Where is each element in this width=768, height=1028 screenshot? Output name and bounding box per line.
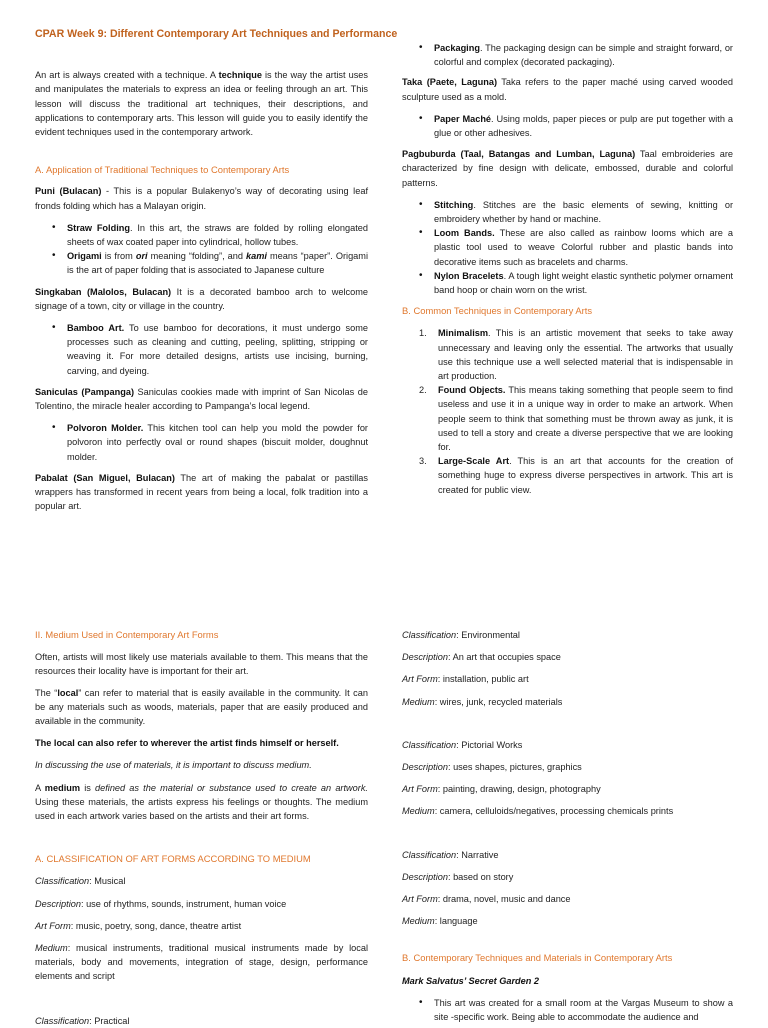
origami-item: • Origami is from ori meaning “folding”, and kami means “paper”. Origami is the art of paper folding that is associated to Japanese culture	[35, 249, 368, 277]
pagbuburda-paragraph: Pagbuburda (Taal, Batangas and Lumban, Laguna) Taal embroideries are characterized by fine design with delicate, embossed, durable and colorful patterns.	[402, 149, 734, 188]
technique-item: 2. Found Objects. This means taking something that people seem to find useless and use it in a unique way in order to make an artwork. When people seem to think that something must be thrown away as junk, it is used to tell a story and create a diverse perspective that we are looking for.	[419, 385, 733, 453]
musical-classification: Classification: Musical	[35, 876, 126, 887]
technique-item: 3. Large-Scale Art. This is an art that accounts for the creation of something huge to express diverse perspectives in artwork. This art is created for public view.	[419, 456, 733, 495]
musical-medium: Medium: musical instruments, traditional musical instruments made by local materials, body and movements, integration of stage, design, performance elements and script	[35, 943, 368, 982]
section-b2-heading: B. Contemporary Techniques and Materials in Contemporary Arts	[402, 952, 673, 964]
medium-paragraph-4: In discussing the use of materials, it is important to discuss medium.	[35, 760, 312, 771]
narrative-art-form: Art Form: drama, novel, music and dance	[402, 894, 571, 905]
narrative-classification: Classification: Narrative	[402, 849, 499, 860]
environmental-description: Description: An art that occupies space	[402, 652, 561, 663]
polvoron-molder-item: • Polvoron Molder. This kitchen tool can help you mold the powder for polvoron into perfectly oval or round shapes (biscuit molder, doughnut molder.	[35, 421, 368, 464]
artwork-title: Mark Salvatus’ Secret Garden 2	[402, 975, 540, 986]
section-b-heading: B. Common Techniques in Contemporary Arts	[402, 305, 593, 317]
section-a-heading: A. Application of Traditional Techniques to Contemporary Arts	[35, 164, 290, 176]
singkaban-paragraph: Singkaban (Malolos, Bulacan) It is a decorated bamboo arch to welcome signage of a town, city or village in the country.	[35, 286, 368, 311]
packaging-item: • Packaging. The packaging design can be simple and straight forward, or colorful and complex (decorated packaging).	[402, 41, 733, 69]
practical-classification: Classification: Practical	[35, 1015, 130, 1026]
pictorial-description: Description: uses shapes, pictures, graphics	[402, 762, 582, 773]
intro-paragraph: An art is always created with a technique. A technique is the way the artist uses and manipulates the materials to express an idea or feeling through an art. This lesson will discuss the traditional art techniques, their descriptions, and applications to contemporary arts. This lesson will guide you to easily identify the evident techniques used in the contemporary artwork.	[35, 70, 368, 138]
puni-paragraph: Puni (Bulacan) - This is a popular Bulakenyo’s way of decorating using leaf fronds folding which has a Malayan origin.	[35, 186, 369, 211]
pictorial-art-form: Art Form: painting, drawing, design, photography	[402, 784, 601, 795]
musical-art-form: Art Form: music, poetry, song, dance, theatre artist	[35, 920, 242, 931]
narrative-medium: Medium: language	[402, 916, 478, 927]
stitching-item: • Stitching. Stitches are the basic elements of sewing, knitting or embroidery whether by hand or machine.	[402, 198, 733, 226]
medium-paragraph-1: Often, artists will most likely use materials available to them. This means that the resources their locality have is important for their art.	[35, 652, 368, 677]
classification-heading: A. CLASSIFICATION OF ART FORMS ACCORDING TO MEDIUM	[35, 853, 311, 865]
taka-paragraph: Taka (Paete, Laguna) Taka refers to the paper maché using carved wooded sculpture used as a mold.	[402, 77, 733, 102]
pictorial-classification: Classification: Pictorial Works	[402, 739, 523, 750]
medium-heading: II. Medium Used in Contemporary Art Forms	[35, 629, 219, 640]
environmental-classification: Classification: Environmental	[402, 630, 520, 640]
environmental-art-form: Art Form: installation, public art	[402, 674, 529, 685]
medium-paragraph-3: The local can also refer to wherever the artist finds himself or herself.	[35, 738, 339, 749]
page-title: CPAR Week 9: Different Contemporary Art Techniques and Performance	[35, 28, 398, 40]
technique-item: 1. Minimalism. This is an artistic movement that seeks to take away unnecessary and leaving only the essential. The artworks that usually use this technique use a well selected material that is indispensable in art production.	[419, 328, 733, 382]
loom-bands-item: • Loom Bands. These are also called as rainbow looms which are a plastic tool used to weave Colorful rubber and plastic bands into decorative items such as bracelets and charms.	[402, 226, 733, 269]
secret-garden-item: • This art was created for a small room at the Vargas Museum to show a site -specific work. Being able to accommodate the audience and	[402, 996, 733, 1024]
bamboo-art-item: • Bamboo Art. To use bamboo for decorations, it must undergo some processes such as cleaning and cutting, peeling, splitting, stripping or weaving it. For more detailed designs, artists use incising, burning, carving, and dyeing.	[35, 321, 368, 378]
pabalat-paragraph: Pabalat (San Miguel, Bulacan) The art of making the pabalat or pastillas wrappers has transformed in recent years from being a local, folk tradition into a popular art.	[35, 472, 368, 512]
pictorial-medium: Medium: camera, celluloids/negatives, processing chemicals prints	[402, 806, 674, 817]
medium-paragraph-2: The “local” can refer to material that is easily available in the community. It can be any materials such as woods, materials, paper that are easily produced and available in the community.	[35, 687, 368, 727]
nylon-bracelets-item: • Nylon Bracelets. A tough light weight elastic synthetic polymer ornament band hoop or chain worn on the wrist.	[402, 269, 733, 297]
saniculas-paragraph: Saniculas (Pampanga) Saniculas cookies made with imprint of San Nicolas de Tolentino, the miracle healer according to Pampanga’s local legend.	[35, 386, 369, 412]
straw-folding-item: • Straw Folding. In this art, the straws are folded by rolling elongated sheets of wax coated paper into cylindrical, hollow tubes.	[35, 221, 368, 249]
medium-paragraph-5: A medium is defined as the material or substance used to create an artwork. Using these materials, the artists express his feelings or thoughts. The medium used in each artwork varies based on the artists and their art forms.	[35, 782, 368, 822]
paper-mache-item: • Paper Maché. Using molds, paper pieces or pulp are put together with a glue or other adhesives.	[402, 112, 733, 140]
narrative-description: Description: based on story	[402, 871, 514, 882]
environmental-medium: Medium: wires, junk, recycled materials	[402, 696, 563, 707]
musical-description: Description: use of rhythms, sounds, instrument, human voice	[35, 898, 287, 909]
